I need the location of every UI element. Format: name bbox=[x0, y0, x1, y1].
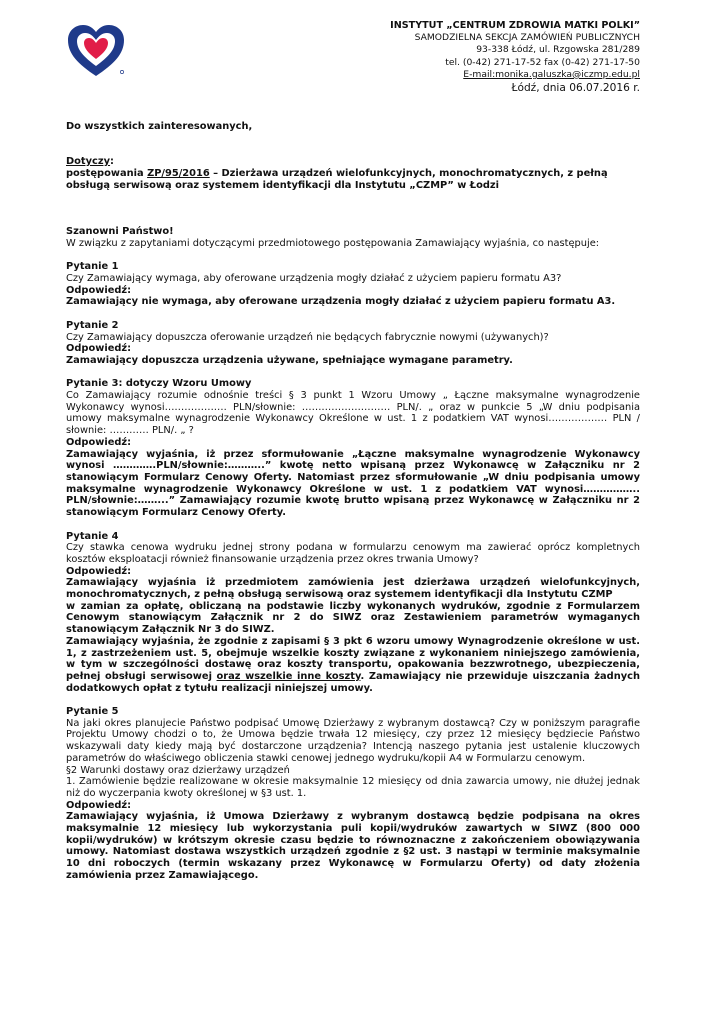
subject-label: Dotyczy bbox=[66, 156, 111, 168]
institute-email: E-mail:monika.galuszka@iczmp.edu.pl bbox=[463, 68, 640, 80]
q5-clause-title: §2 Warunki dostawy oraz dzierżawy urządzeń bbox=[66, 764, 290, 776]
q1-title: Pytanie 1 bbox=[66, 261, 119, 273]
q4-answer3-underlined: oraz wszelkie inne koszty bbox=[216, 670, 361, 682]
q5-title: Pytanie 5 bbox=[66, 706, 119, 718]
q2-answer-label: Odpowiedź: bbox=[66, 343, 132, 355]
subject-text bbox=[66, 168, 640, 191]
greeting: Szanowni Państwo! bbox=[66, 226, 174, 238]
q3-answer-label: Odpowiedź: bbox=[66, 436, 132, 448]
q4-answer-part1: Zamawiający wyjaśnia iż przedmiotem zamówienia jest dzierżawa urządzeń wielofunkcyjnych, monochromatycznych, z pełną obsługą serwisową oraz systemem identyfikacji dla Instytutu CZMP bbox=[66, 577, 640, 601]
q3-answer: Zamawiający wyjaśnia, iż przez sformułowanie „Łączne maksymalne wynagrodzenie Wykonawcy wynosi ………….PLN/słownie:………..” kwotę netto wpisaną przez Wykonawcę w Załączniku nr 2 stanowiącym Formularz Cenowy Oferty. Natomiast przez sformułowanie „W dniu podpisania umowy maksymalne wynagrodzenie Wykonawcy Określone w ust. 1 z podatkiem VAT wynosi…………….. PLN/słownie:……...” Zamawiający rozumie kwotę brutto wpisaną przez Wykonawcę w Załączniku nr 2 stanowiącym Formularz Cenowy Oferty. bbox=[66, 448, 640, 519]
addressee: Do wszystkich zainteresowanych, bbox=[66, 121, 253, 132]
q5-clause: 1. Zamówienie będzie realizowane w okresie maksymalnie 12 miesięcy od dnia zawarcia umowy, nie dłużej jednak niż do wyczerpania kwoty określonej w §3 ust. 1. bbox=[66, 776, 640, 799]
q4-answer-part2: w zamian za opłatę, obliczaną na podstawie liczby wykonanych wydruków, zgodnie z Formularzem Cenowym stanowiącym Załącznik nr 2 do SIWZ oraz Zestawieniem parametrów wymaganych stanowiącym Załącznik Nr 3 do SIWZ. bbox=[66, 600, 640, 636]
subject-label-line bbox=[66, 156, 640, 168]
institute-phone: tel. (0-42) 271-17-52 fax (0-42) 271-17-50 bbox=[445, 56, 640, 68]
letter-date: Łódź, dnia 06.07.2016 r. bbox=[511, 82, 640, 95]
q1-question: Czy Zamawiający wymaga, aby oferowane urządzenia mogły działać z użyciem papieru formatu A3? bbox=[66, 273, 562, 285]
q4-answer3-a: Zamawiający wyjaśnia, że zgodnie z zapisami § 3 pkt 6 wzoru umowy Wynagrodzenie określone w ust. 1, z zastrzeżeniem ust. 5, obejmuje wszelkie koszty związane z wykonaniem niniejszego zamówienia, w tym w szczególności dostawę oraz koszty transportu, opakowania bezzwrotnego, ubezpieczenia, pełnej obsługi serwisowej bbox=[66, 635, 640, 682]
q5-answer: Zamawiający wyjaśnia, iż Umowa Dzierżawy z wybranym dostawcą będzie podpisana na okres maksymalnie 12 miesięcy lub wykorzystania puli kopii/wydruków zawartych w SIWZ (800 000 kopii/wydruków) w krótszym okresie czasu będzie to równoznaczne z zakończeniem obowiązywania umowy. Natomiast dostawa wszystkich urządzeń zgodnie z §2 ust. 3 nastąpi w terminie maksymalnie 10 dni roboczych (termin wskazany przez Wykonawcę w Formularzu Oferty) od daty złożenia zamówienia przez Zamawiającego. bbox=[66, 811, 640, 881]
subject-colon: : bbox=[110, 156, 114, 168]
q2-answer: Zamawiający dopuszcza urządzenia używane, spełniające wymagane parametry. bbox=[66, 354, 513, 366]
letter-body bbox=[66, 121, 640, 882]
subject-rest: – Dzierżawa urządzeń wielofunkcyjnych, monochromatycznych, z pełną obsługą serwisową oraz systemem identyfikacji dla Instytutu „CZMP” w Łodzi bbox=[66, 167, 608, 191]
q4-title: Pytanie 4 bbox=[66, 530, 119, 542]
intro-text: W związku z zapytaniami dotyczącymi przedmiotowego postępowania Zamawiający wyjaśnia, co następuje: bbox=[66, 237, 600, 249]
q2-question: Czy Zamawiający dopuszcza oferowanie urządzeń nie będących fabrycznie nowymi (używanych)? bbox=[66, 331, 549, 343]
q5-question: Na jaki okres planujecie Państwo podpisać Umowę Dzierżawy z wybranym dostawcą? Czy w poniższym paragrafie Projektu Umowy chodzi o to, że Umowa będzie trwała 12 miesięcy, czy przez 12 miesięcy będziecie Państwo wskazywali daty kiedy mają być dostarczone urządzenia? Intencją naszego pytania jest ustalenie kluczowych parametrów do właściwego obliczenia stawki cenowej jednego wydruku/kopii A4 w Formularzu cenowym. bbox=[66, 717, 640, 764]
q4-answer-part3 bbox=[66, 636, 640, 695]
q5-answer-label: Odpowiedź: bbox=[66, 799, 132, 811]
institute-logo bbox=[64, 22, 128, 80]
q4-answer-label: Odpowiedź: bbox=[66, 565, 132, 577]
q3-title: Pytanie 3: dotyczy Wzoru Umowy bbox=[66, 378, 252, 390]
subject-prefix: postępowania bbox=[66, 167, 148, 179]
subject-ref: ZP/95/2016 bbox=[147, 167, 210, 179]
q2-title: Pytanie 2 bbox=[66, 319, 119, 331]
institute-name: INSTYTUT „CENTRUM ZDROWIA MATKI POLKI” bbox=[390, 20, 640, 31]
q1-answer-label: Odpowiedź: bbox=[66, 284, 132, 296]
q1-answer: Zamawiający nie wymaga, aby oferowane urządzenia mogły działać z użyciem papieru formatu A3. bbox=[66, 296, 616, 308]
institute-header bbox=[390, 20, 640, 94]
section-name: SAMODZIELNA SEKCJA ZAMÓWIEŃ PUBLICZNYCH bbox=[414, 32, 640, 44]
q4-answer3-b: . Zamawiający nie przewiduje uiszczania żadnych dodatkowych opłat z tytułu realizacji niniejszej umowy. bbox=[66, 670, 640, 694]
q3-question: Co Zamawiający rozumie odnośnie treści § 3 punkt 1 Wzoru Umowy „ Łączne maksymalne wynagrodzenie Wykonawcy wynosi………………. PLN/słownie: ……………………… PLN/. „ oraz w punkcie 5 „W dniu podpisania umowy maksymalne wynagrodzenie Wykonawcy Określone w ust. 1 z podatkiem VAT wynosi……………… PLN / słownie: ………… PLN/. „ ? bbox=[66, 390, 640, 437]
institute-address: 93-338 Łódź, ul. Rzgowska 281/289 bbox=[476, 44, 640, 56]
q4-question: Czy stawka cenowa wydruku jednej strony podana w formularzu cenowym ma zawierać oprócz kompletnych kosztów eksploatacji również finansowanie urządzenia przez okres trwania Umowy? bbox=[66, 542, 640, 565]
